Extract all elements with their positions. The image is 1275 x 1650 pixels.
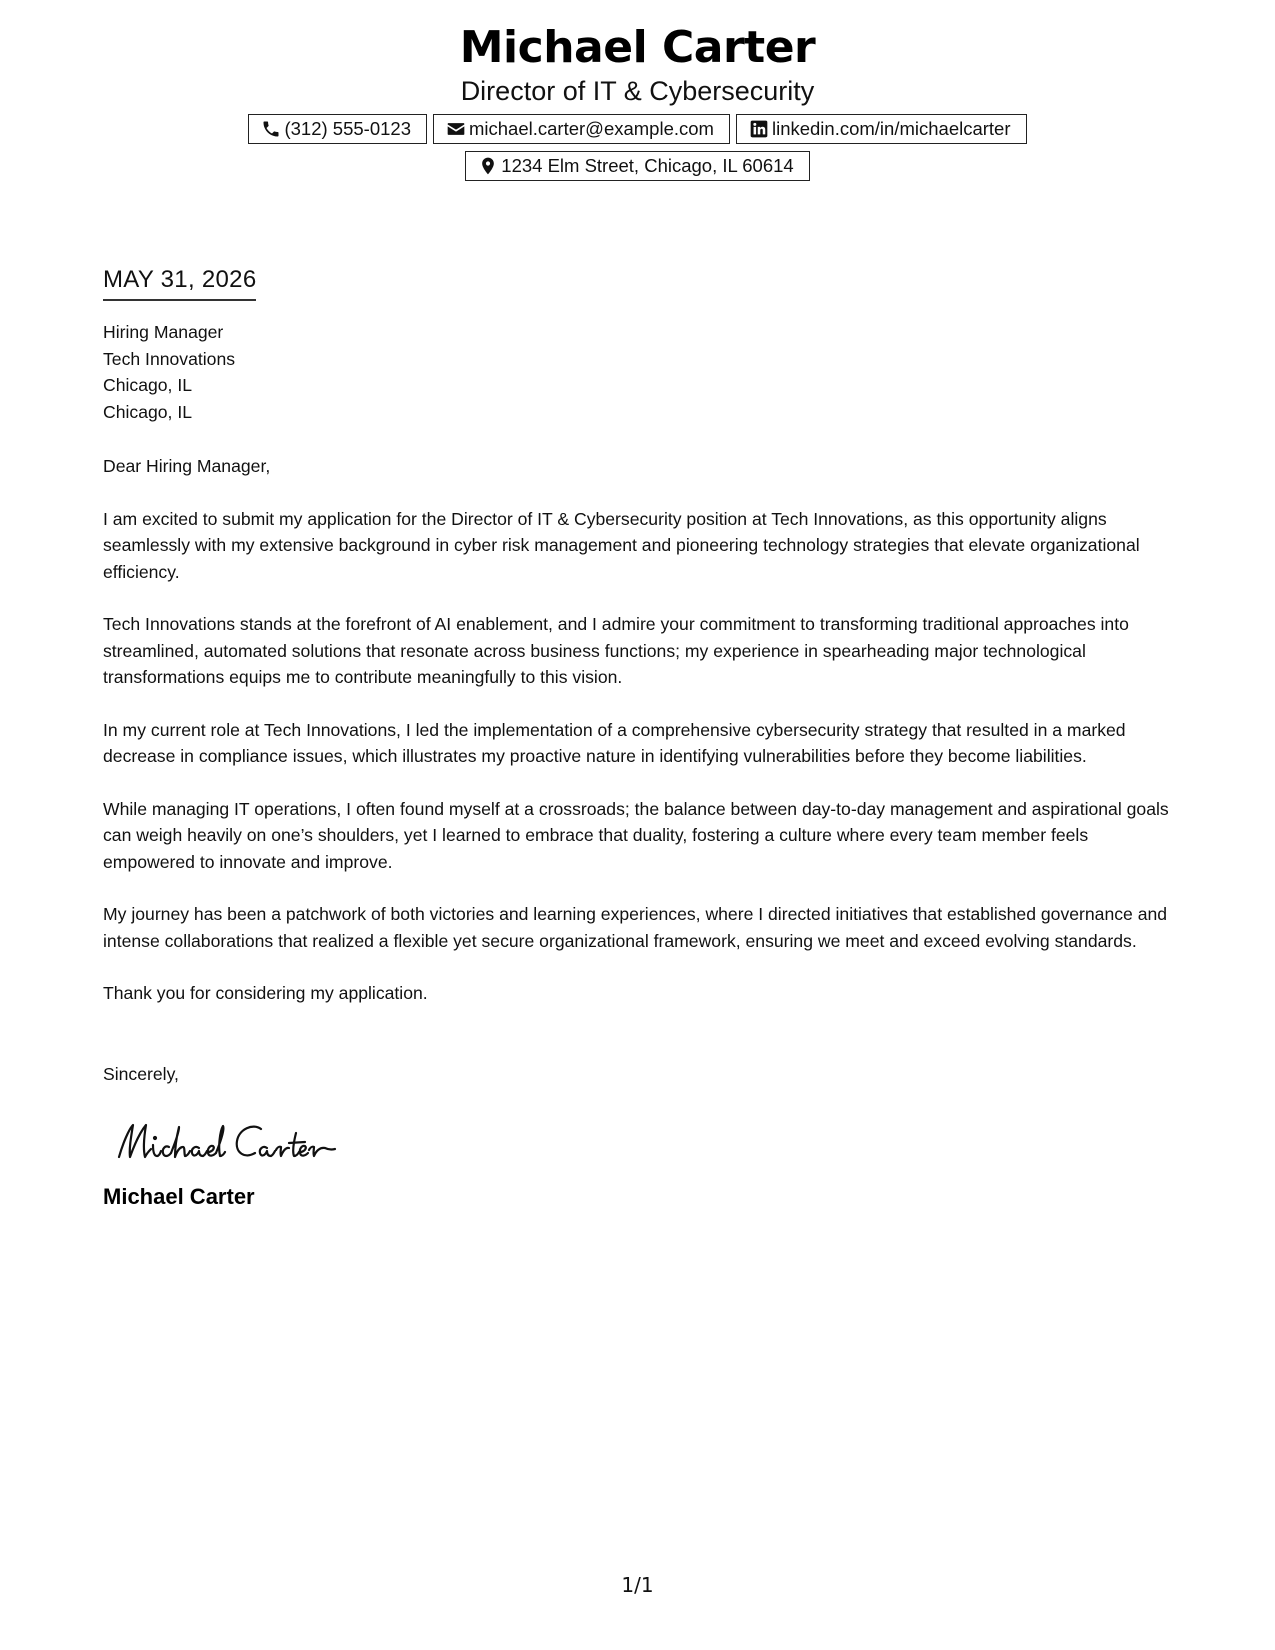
salutation: Dear Hiring Manager, [103,456,271,476]
body-paragraph: While managing IT operations, I often found myself at a crossroads; the balance between day-to-day management and aspirational goals can weigh heavily on one’s shoulders, yet I learned to embrace that duality, fostering a culture where every team member feels empowered to innovate and improve. [103,798,1169,872]
applicant-role: Director of IT & Cybersecurity [460,76,815,106]
map-pin-icon [478,156,498,176]
linkedin-icon [749,119,769,139]
body-paragraph: Tech Innovations stands at the forefront of AI enablement, and I admire your commitment to transforming traditional approaches into streamlined, automated solutions that resonate across business functions; my experience in spearheading major technological transformations equips me to contribute meaningfully to this vision. [103,614,1129,687]
handwritten-signature [113,1113,1178,1169]
letter-header [0,22,1275,181]
recipient-line: Hiring Manager [103,322,224,342]
signed-name: Michael Carter [103,1184,255,1209]
body-paragraph: My journey has been a patchwork of both victories and learning experiences, where I directed initiatives that established governance and intense collaborations that realized a flexible yet secure organizational framework, ensuring we meet and exceed evolving standards. [103,904,1168,951]
page-number: 1/1 [621,1573,654,1597]
contact-email[interactable] [433,114,730,144]
phone-icon [261,119,281,139]
body-paragraph: In my current role at Tech Innovations, I led the implementation of a comprehensive cybersecurity strategy that resulted in a marked decrease in compliance issues, which illustrates my proactive nature in identifying vulnerabilities before they become liabilities. [103,719,1126,766]
letter-body [103,265,1178,1211]
recipient-line: Tech Innovations [103,348,236,369]
contact-linkedin[interactable] [736,114,1027,144]
contact-row-secondary [0,151,1275,181]
contact-address[interactable] [465,151,809,181]
closing-line: Thank you for considering my application. [103,983,428,1003]
contact-phone[interactable] [248,114,427,144]
contact-linkedin-text: linkedin.com/in/michaelcarter [771,118,1011,139]
contact-row-primary [0,114,1275,144]
recipient-line: Chicago, IL [103,401,192,422]
contact-phone-text: (312) 555-0123 [284,118,411,139]
recipient-block [103,319,1178,425]
envelope-icon [446,119,466,139]
applicant-name: Michael Carter [459,22,816,73]
letter-date: MAY 31, 2026 [103,265,256,301]
recipient-line: Chicago, IL [103,375,192,395]
contact-address-text: 1234 Elm Street, Chicago, IL 60614 [501,155,794,176]
signoff: Sincerely, [103,1063,179,1084]
body-paragraph: I am excited to submit my application for the Director of IT & Cybersecurity position at Tech Innovations, as this opportunity aligns seamlessly with my extensive background in cyber risk management and pioneering technology strategies that elevate organizational efficiency. [103,508,1140,582]
contact-email-text: michael.carter@example.com [468,118,714,139]
